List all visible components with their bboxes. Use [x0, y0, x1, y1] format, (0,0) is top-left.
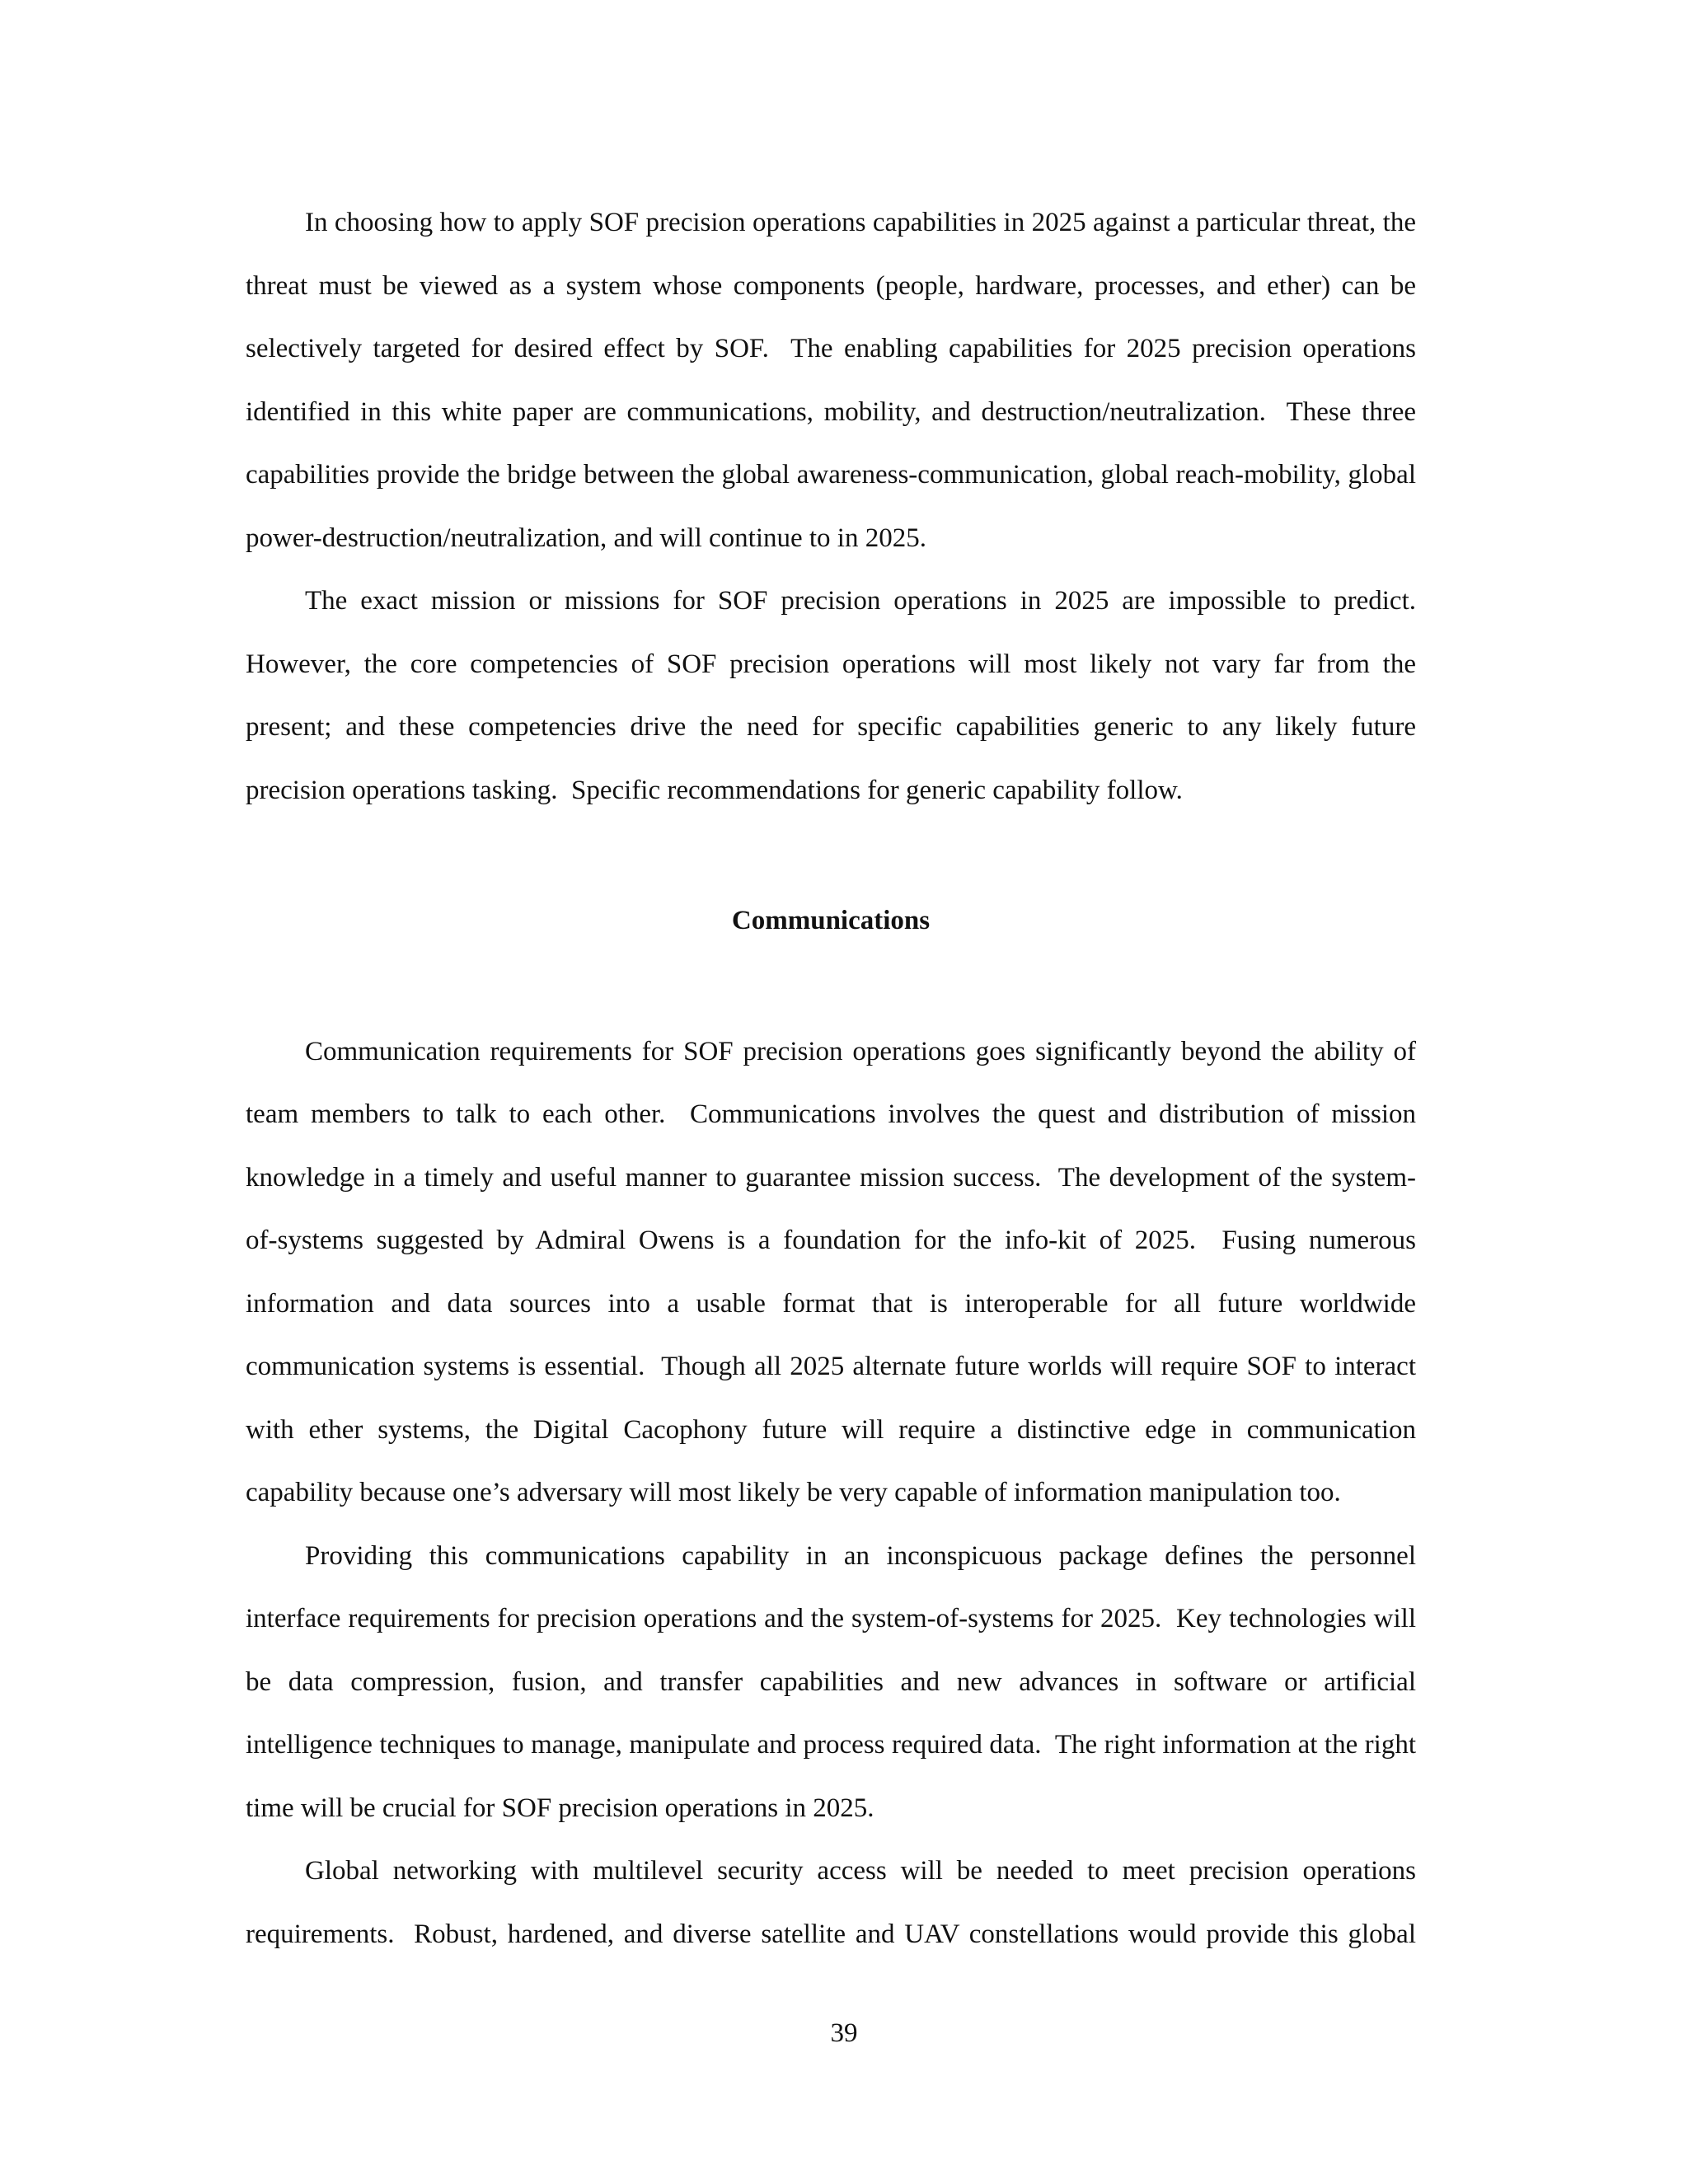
- page-body: [246, 191, 1423, 1966]
- section-heading-communications: Communications: [731, 906, 931, 935]
- paragraph-threat-system: In choosing how to apply SOF precision operations capabilities in 2025 against a particular threat, the threat must be viewed as a system whose components (people, hardware, processes, and ether) can be selectively targeted for desired effect by SOF. The enabling capabilities for 2025 precision operations identified in this white paper are communications, mobility, and destruction/neutralization. These three capabilities provide the bridge between the global awareness-communication, global reach-mobility, global power-destruction/neutralization, and will continue to in 2025.: [246, 208, 1423, 553]
- paragraph-communications-capability: Providing this communications capability in an inconspicuous package defines the personnel interface requirements for precision operations and the system-of-systems for 2025. Key technologies will be data compression, fusion, and transfer capabilities and new advances in software or artificial intelligence techniques to manage, manipulate and process required data. The right information at the right time will be crucial for SOF precision operations in 2025.: [246, 1540, 1423, 1823]
- paragraph-mission-prediction: The exact mission or missions for SOF precision operations in 2025 are impossible to predict. However, the core competencies of SOF precision operations will most likely not vary far from the present; and these competencies drive the need for specific capabilities generic to any likely future precision operations tasking. Specific recommendations for generic capability follow.: [246, 586, 1423, 805]
- paragraph-communication-requirements: Communication requirements for SOF precision operations goes significantly beyond the ability of team members to talk to each other. Communications involves the quest and distribution of mission knowledge in a timely and useful manner to guarantee mission success. The development of the system-of-systems suggested by Admiral Owens is a foundation for the info-kit of 2025. Fusing numerous information and data sources into a usable format that is interoperable for all future worldwide communication systems is essential. Though all 2025 alternate future worlds will require SOF to interact with ether systems, the Digital Cacophony future will require a distinctive edge in communication capability because one’s adversary will most likely be very capable of information manipulation too.: [246, 1036, 1423, 1507]
- page-number: 39: [830, 2018, 858, 2048]
- paragraph-global-networking: Global networking with multilevel security access will be needed to meet precision operations requirements. Robust, hardened, and diverse satellite and UAV constellations would provide this global: [246, 1856, 1423, 1949]
